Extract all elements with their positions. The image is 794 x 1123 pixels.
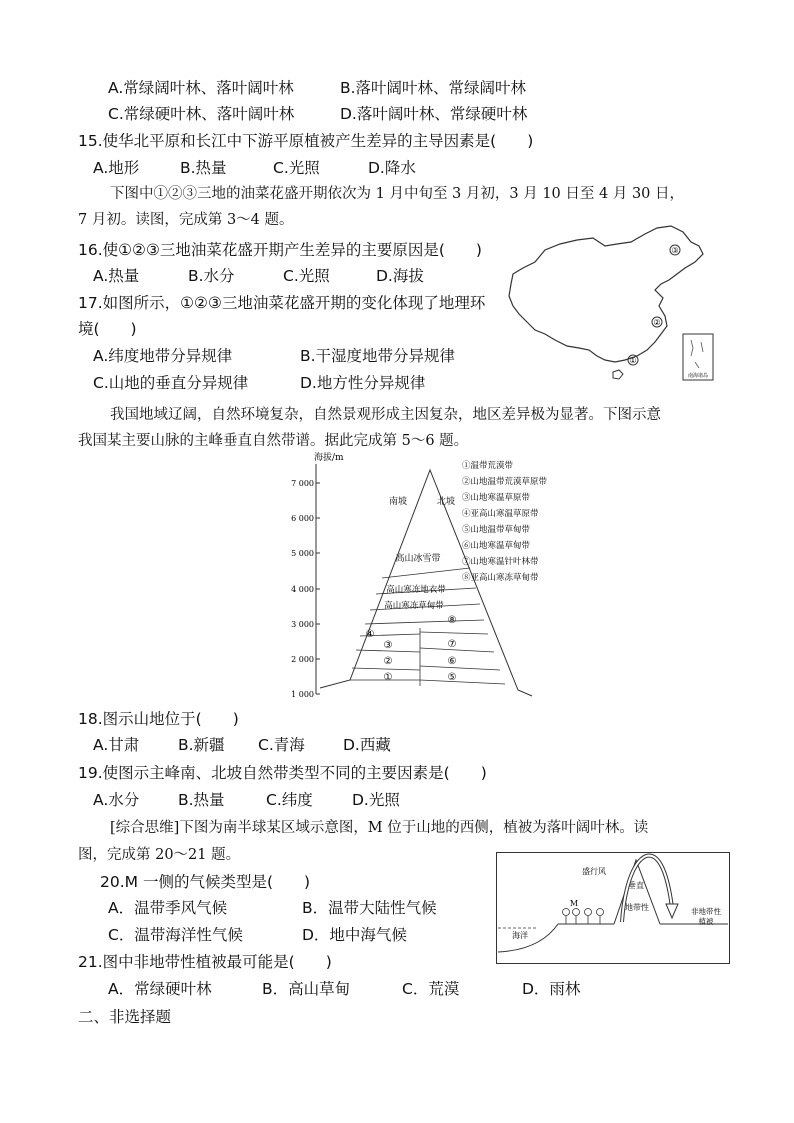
q17-stem-line2: 境( ) bbox=[78, 320, 137, 338]
q20-option-b: B．温带大陆性气候 bbox=[302, 899, 437, 917]
q17-option-c: C.山地的垂直分异规律 bbox=[93, 374, 249, 392]
q19-option-a: A.水分 bbox=[93, 791, 140, 809]
tick-6000: 6 000 bbox=[291, 514, 314, 523]
band-meadow: 高山寒冻草甸带 bbox=[384, 601, 444, 611]
zone-mark-8: ⑧ bbox=[447, 615, 457, 626]
passage-5-6-line1: 我国地域辽阔，自然环境复杂，自然景观形成主因复杂，地区差异极为显著。下图示意 bbox=[110, 407, 661, 423]
q14-option-a: A.常绿阔叶林、落叶阔叶林 bbox=[108, 79, 294, 97]
legend-item-3: ③山地寒温草原带 bbox=[462, 493, 531, 503]
legend-item-4: ④亚高山寒温草原带 bbox=[462, 509, 539, 519]
tick-2000: 2 000 bbox=[291, 655, 314, 664]
map-label-1: ① bbox=[629, 356, 637, 365]
q16-stem: 16.使①②③三地油菜花盛开期产生差异的主要原因是( ) bbox=[78, 241, 482, 259]
map-label-2: ② bbox=[653, 318, 661, 327]
azonal-label-2: 植被 bbox=[698, 917, 714, 926]
label-north-slope: 北坡 bbox=[436, 497, 456, 507]
inset-label: 南海诸岛 bbox=[687, 373, 709, 379]
q18-option-b: B.新疆 bbox=[178, 736, 225, 754]
q21-option-c: C．荒漠 bbox=[402, 980, 460, 998]
q17-option-b: B.干湿度地带分异规律 bbox=[300, 347, 456, 365]
q16-option-b: B.水分 bbox=[188, 267, 235, 285]
mountain-zonation-diagram bbox=[290, 448, 590, 703]
label-south-slope: 南坡 bbox=[388, 497, 408, 507]
tick-7000: 7 000 bbox=[291, 479, 314, 488]
wind-label: 盛行风 bbox=[582, 867, 606, 876]
q15-option-c: C.光照 bbox=[273, 159, 320, 177]
q21-option-b: B．高山草甸 bbox=[262, 980, 351, 998]
q16-option-c: C.光照 bbox=[283, 267, 330, 285]
southern-hemisphere-diagram bbox=[496, 852, 730, 964]
passage-3-4-line1: 下图中①②③三地的油菜花盛开期依次为 1 月中旬至 3 月初，3 月 10 日至 4 月 30 日， bbox=[110, 186, 685, 202]
zone-mark-7: ⑦ bbox=[447, 639, 457, 650]
q14-option-d: D.落叶阔叶林、常绿硬叶林 bbox=[340, 105, 528, 123]
hainan-island bbox=[613, 370, 623, 379]
q15-option-b: B.热量 bbox=[180, 159, 227, 177]
passage-3-4-line2: 7 月初。读图，完成第 3～4 题。 bbox=[78, 212, 294, 228]
q19-stem: 19.使图示主峰南、北坡自然带类型不同的主要因素是( ) bbox=[78, 764, 487, 782]
zone-mark-2: ② bbox=[383, 656, 393, 667]
tick-1000: 1 000 bbox=[291, 690, 314, 699]
tick-4000: 4 000 bbox=[291, 585, 314, 594]
legend-item-1: ①温带荒漠带 bbox=[462, 461, 514, 471]
legend-item-7: ⑦山地寒温针叶林带 bbox=[462, 557, 539, 567]
q19-option-c: C.纬度 bbox=[266, 791, 313, 809]
q16-option-d: D.海拔 bbox=[376, 267, 424, 285]
legend-item-6: ⑥山地寒温草甸带 bbox=[462, 541, 531, 551]
q19-option-d: D.光照 bbox=[352, 791, 400, 809]
passage-20-21-line1: [综合思维]下图为南半球某区域示意图，M 位于山地的西侧，植被为落叶阔叶林。读 bbox=[110, 820, 649, 836]
q15-option-d: D.降水 bbox=[368, 159, 416, 177]
vertical-label: 垂直 bbox=[628, 881, 644, 890]
legend-item-5: ⑤山地温带草甸带 bbox=[462, 525, 531, 535]
passage-5-6-line2: 我国某主要山脉的主峰垂直自然带谱。据此完成第 5～6 题。 bbox=[78, 433, 469, 449]
zone-mark-4: ④ bbox=[365, 629, 375, 640]
q18-option-d: D.西藏 bbox=[343, 736, 391, 754]
zone-mark-3: ③ bbox=[383, 640, 393, 651]
zone-mark-5: ⑤ bbox=[447, 672, 457, 683]
china-outline-map bbox=[505, 222, 720, 387]
q14-option-b: B.落叶阔叶林、常绿阔叶林 bbox=[340, 79, 527, 97]
q21-option-d: D．雨林 bbox=[522, 980, 581, 998]
band-snow: 高山冰雪带 bbox=[395, 554, 441, 564]
q20-option-a: A．温带季风气候 bbox=[108, 899, 228, 917]
sea-label: 海洋 bbox=[512, 931, 528, 940]
q15-option-a: A.地形 bbox=[93, 159, 140, 177]
y-axis-title: 海拔/m bbox=[314, 453, 344, 463]
tick-3000: 3 000 bbox=[291, 620, 314, 629]
map-label-3: ③ bbox=[671, 246, 679, 255]
m-label: M bbox=[569, 899, 579, 908]
azonal-label-1: 非地带性 bbox=[691, 907, 721, 916]
q17-option-d: D.地方性分异规律 bbox=[300, 374, 426, 392]
passage-20-21-line2: 图，完成第 20～21 题。 bbox=[78, 847, 241, 863]
q21-stem: 21.图中非地带性植被最可能是( ) bbox=[78, 953, 332, 971]
q16-option-a: A.热量 bbox=[93, 267, 140, 285]
q17-stem-line1: 17.如图所示，①②③三地油菜花盛开期的变化体现了地理环 bbox=[78, 294, 486, 312]
q15-stem: 15.使华北平原和长江中下游平原植被产生差异的主导因素是( ) bbox=[78, 132, 534, 150]
legend bbox=[462, 460, 548, 583]
q19-option-b: B.热量 bbox=[178, 791, 225, 809]
zone-mark-1: ① bbox=[383, 672, 393, 683]
q17-option-a: A.纬度地带分异规律 bbox=[93, 347, 233, 365]
tick-5000: 5 000 bbox=[291, 549, 314, 558]
q20-option-d: D．地中海气候 bbox=[302, 926, 407, 944]
zonality-label: 地带性 bbox=[625, 903, 649, 912]
q18-option-a: A.甘肃 bbox=[93, 736, 140, 754]
mountain-outline bbox=[320, 470, 532, 696]
q18-stem: 18.图示山地位于( ) bbox=[78, 710, 239, 728]
q20-stem: 20.M 一侧的气候类型是( ) bbox=[100, 873, 311, 891]
legend-item-2: ②山地温带荒漠草原带 bbox=[462, 477, 548, 487]
section-two-heading: 二、非选择题 bbox=[78, 1008, 172, 1026]
q18-option-c: C.青海 bbox=[258, 736, 305, 754]
q20-option-c: C．温带海洋性气候 bbox=[108, 926, 243, 944]
legend-item-8: ⑧亚高山寒冻草甸带 bbox=[462, 573, 539, 583]
q21-option-a: A．常绿硬叶林 bbox=[108, 980, 212, 998]
q14-option-c: C.常绿硬叶林、落叶阔叶林 bbox=[108, 105, 295, 123]
zone-mark-6: ⑥ bbox=[447, 656, 457, 667]
band-lichen: 高山寒冻地衣带 bbox=[386, 585, 446, 595]
